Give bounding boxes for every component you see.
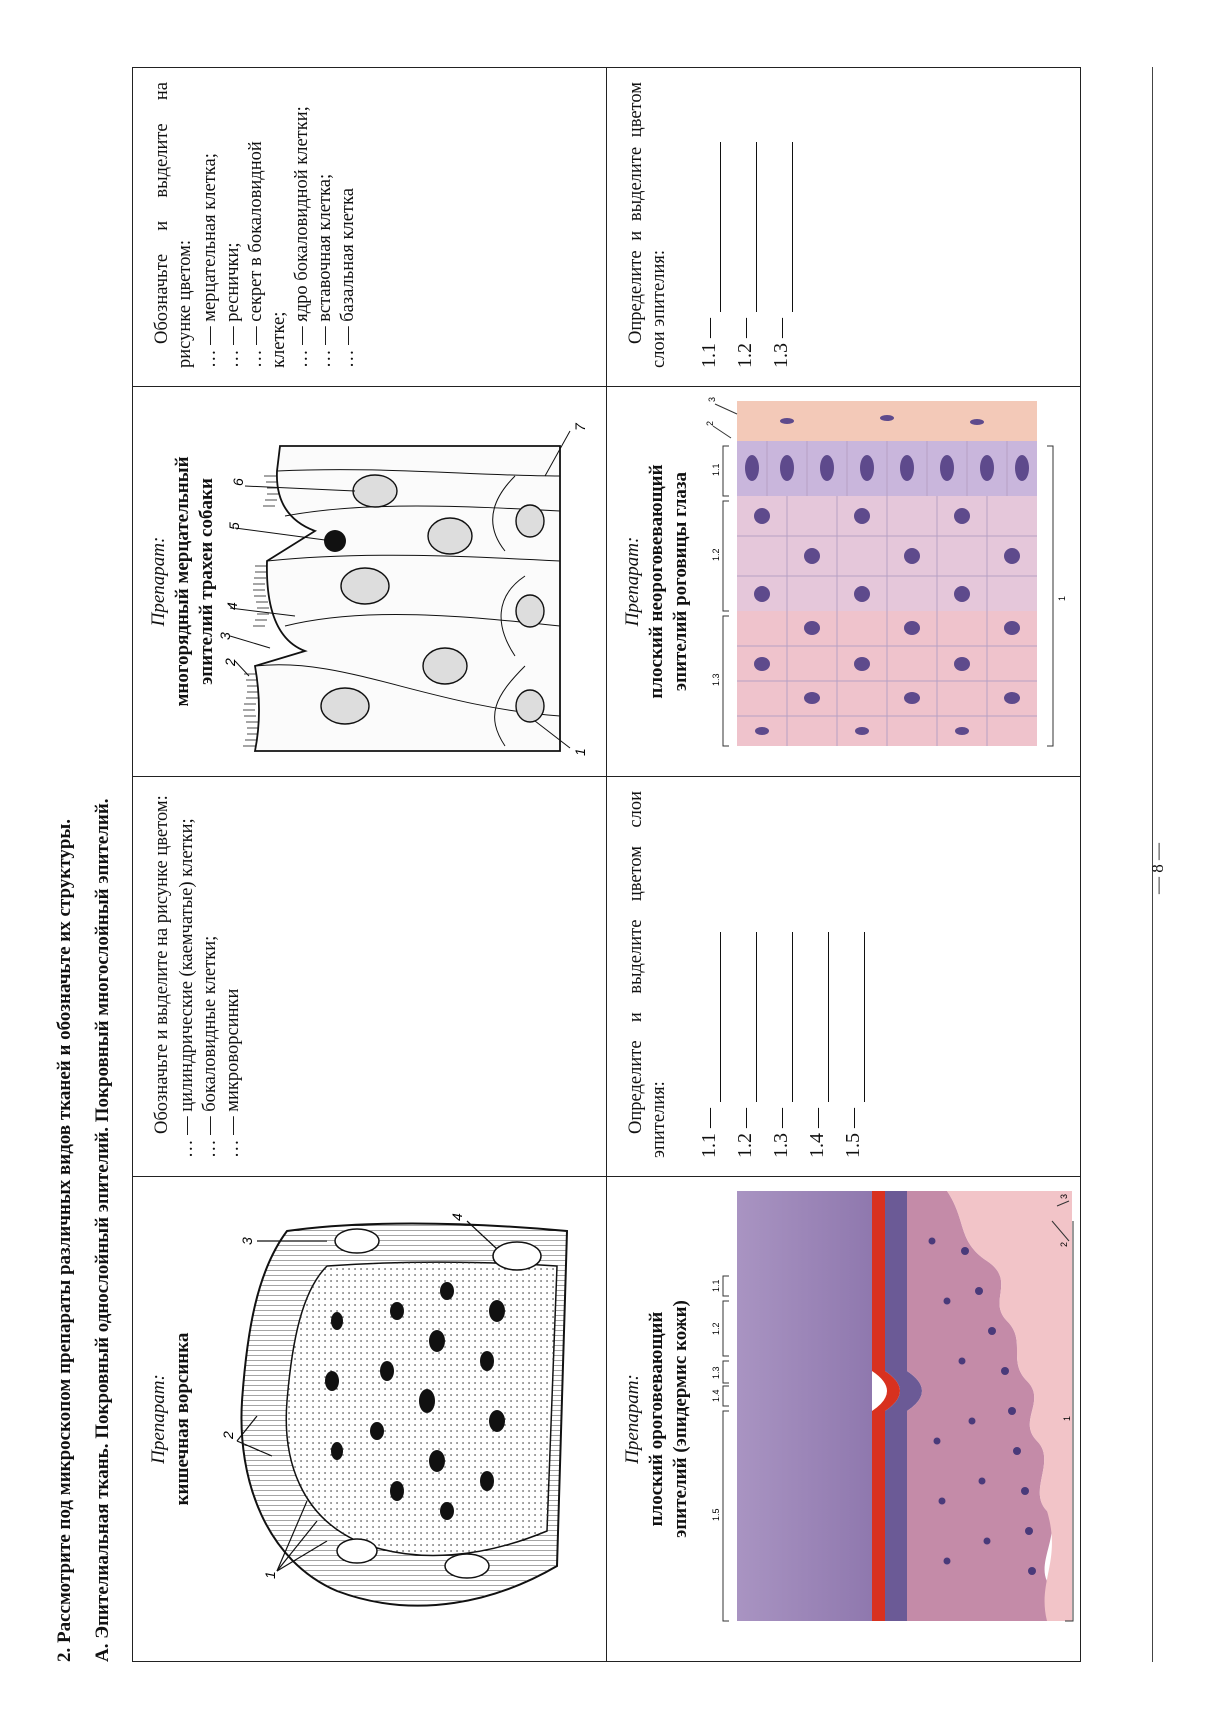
figure-number: 1 (572, 748, 588, 756)
preparation-name-line2: эпителий роговицы глаза (669, 471, 691, 692)
cell-preparation-villus (133, 1176, 607, 1661)
preparation-name-line1: плоский ороговевающий (645, 1311, 667, 1527)
figure-number: 3 (1058, 1193, 1069, 1199)
layer-label: 1.1 — (697, 1108, 720, 1158)
task-instruction: Обозначьте и выделите на рисунке цветом: (152, 82, 195, 368)
figure-number: 1.2 (710, 548, 721, 561)
layer-label: 1.2 — (733, 1108, 756, 1158)
preparation-name-line2: эпителий трахеи собаки (196, 478, 217, 685)
answer-line[interactable] (732, 142, 757, 312)
exercise-table (132, 67, 1081, 1662)
figure-number: 3 (239, 1237, 255, 1245)
layers-list (685, 791, 865, 1158)
figure-number: 2 (1058, 1241, 1069, 1247)
layer-label: 1.3 — (769, 1108, 792, 1158)
figure-number: 4 (449, 1213, 465, 1221)
epidermis-micrograph (707, 1176, 1077, 1661)
layer-row (757, 82, 793, 368)
figure-number: 1.2 (710, 1322, 721, 1335)
task-item: … — бокаловидные клетки; (200, 935, 220, 1158)
preparation-label: Препарат: (621, 536, 643, 627)
layer-row (685, 791, 721, 1158)
figure-number: 6 (230, 478, 246, 486)
figure-number: 1.4 (710, 1389, 721, 1402)
figure-number: 1 (262, 1571, 278, 1579)
answer-line[interactable] (804, 932, 829, 1102)
preparation-label: Препарат: (148, 536, 169, 627)
answer-line[interactable] (768, 932, 793, 1102)
section-heading: А. Эпителиальная ткань. Покровный однослойный эпителий. Покровный многослойный эпителий. (92, 798, 113, 1662)
cell-preparation-epidermis (607, 1176, 1081, 1661)
figure-number: 1.3 (710, 673, 721, 686)
layer-row (721, 82, 757, 368)
task-item: … — вставочная клетка; (315, 173, 335, 368)
preparation-name-line1: плоский неороговевающий (645, 464, 667, 699)
preparation-name-line2: эпителий (эпидермис кожи) (669, 1300, 691, 1538)
task-item: … — микроворсинки (223, 988, 243, 1158)
preparation-name: кишечная ворсинка (172, 1332, 193, 1506)
task-instruction: Определите и выделите цветом слои эпителия: (625, 82, 669, 368)
task-instruction: Обозначьте и выделите на рисунке цветом: (152, 795, 172, 1134)
figure-number: 3 (217, 632, 233, 640)
task-item: … — цилиндрические (каемчатые) клетки; (177, 818, 197, 1158)
task-item: … — реснички; (223, 242, 243, 368)
task-item: … — базальная клетка (338, 188, 358, 368)
answer-line[interactable] (768, 142, 793, 312)
layers-list (685, 82, 793, 368)
page-number: — 8 — (1148, 843, 1167, 894)
preparation-label: Препарат: (621, 1374, 643, 1464)
cornea-micrograph (704, 386, 1077, 776)
layer-label: 1.5 — (841, 1108, 864, 1158)
layer-row (757, 791, 793, 1158)
preparation-name-line1: многорядный мерцательный (172, 456, 193, 707)
answer-line[interactable] (732, 932, 757, 1102)
task-item: … — ядро бокаловидной клетки; (292, 106, 312, 368)
task-instruction: Определите и выделите цветом слои эпителия: (625, 791, 669, 1158)
preparation-title (607, 387, 693, 776)
cell-task-cornea (607, 68, 1081, 386)
preparation-label: Препарат: (148, 1374, 169, 1464)
cell-task-trachea (133, 68, 607, 386)
layer-label: 1.2 — (733, 318, 756, 368)
cell-task-villus (133, 776, 607, 1176)
figure-number: 1 (1061, 1415, 1072, 1421)
figure-number: 3 (706, 396, 717, 402)
preparation-title (607, 1177, 693, 1661)
villus-drawing (197, 1176, 597, 1661)
cell-preparation-trachea (133, 386, 607, 776)
figure-number: 1.5 (710, 1508, 721, 1521)
figure-number: 1.1 (710, 1279, 721, 1292)
layer-label: 1.3 — (769, 318, 792, 368)
figure-number: 1.3 (710, 1366, 721, 1379)
layer-label: 1.1 — (697, 318, 720, 368)
figure-number: 1 (1056, 595, 1067, 601)
cell-preparation-cornea (607, 386, 1081, 776)
figure-number: 4 (224, 602, 240, 610)
answer-line[interactable] (696, 932, 721, 1102)
figure-number: 2 (704, 420, 715, 426)
layer-row (829, 791, 865, 1158)
answer-line[interactable] (840, 932, 865, 1102)
layer-row (721, 791, 757, 1158)
answer-line[interactable] (696, 142, 721, 312)
layer-label: 1.4 — (805, 1108, 828, 1158)
figure-number: 2 (222, 658, 238, 666)
figure-number: 5 (226, 522, 242, 530)
preparation-title (133, 1177, 195, 1661)
figure-number: 2 (220, 1431, 236, 1439)
figure-number: 7 (572, 423, 588, 431)
exercise-heading: 2. Рассмотрите под микроскопом препараты различных видов тканей и обозначьте их структуры. (54, 819, 75, 1662)
figure-number: 1.1 (710, 463, 721, 476)
layer-row (793, 791, 829, 1158)
preparation-title (133, 387, 219, 776)
task-item: … — мерцательная клетка; (200, 153, 220, 368)
cell-task-epidermis (607, 776, 1081, 1176)
layer-row (685, 82, 721, 368)
task-item: … — секрет в бокаловидной клетке; (246, 141, 289, 368)
trachea-drawing (217, 386, 605, 776)
